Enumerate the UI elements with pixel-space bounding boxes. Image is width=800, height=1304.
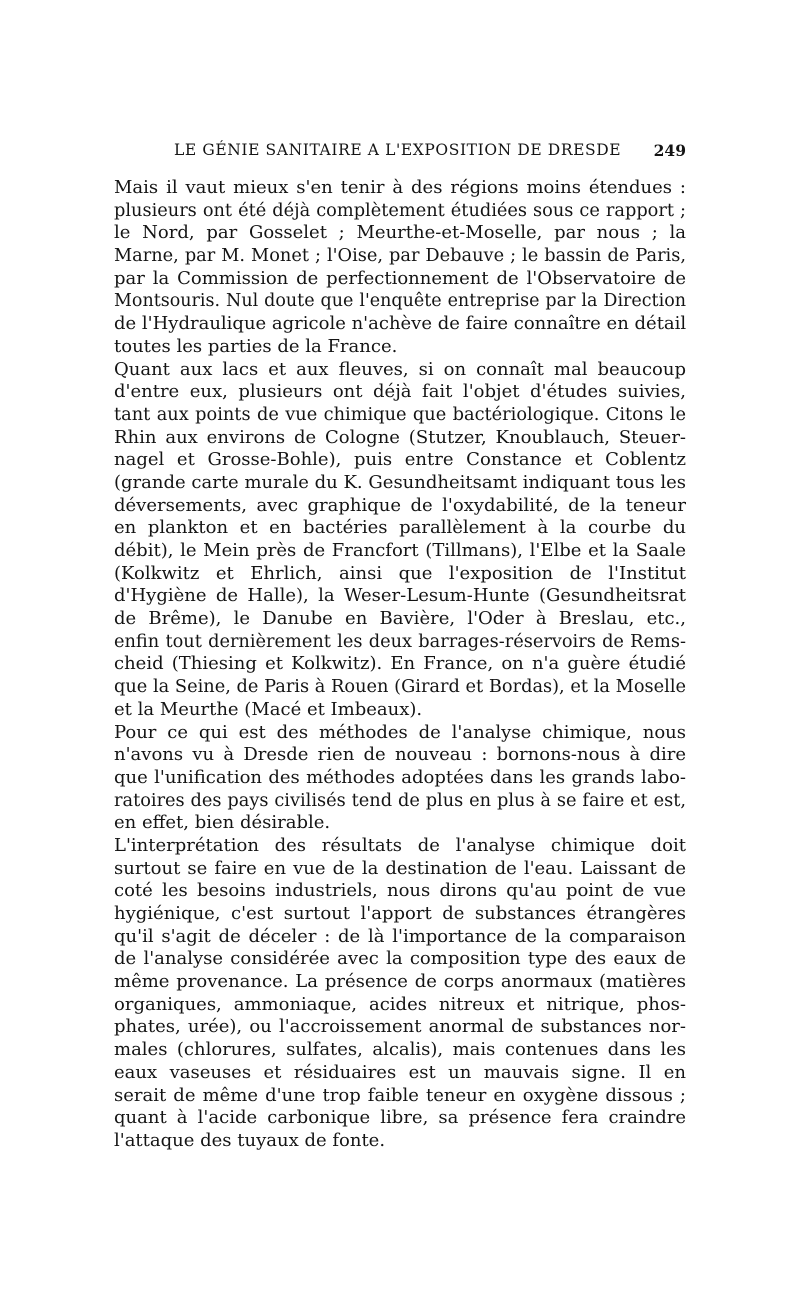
text-line: par la Commission de perfectionnement de l'Observatoire de (114, 267, 686, 289)
text-line: enfin tout dernièrement les deux barrages-réservoirs de Rems- (114, 631, 686, 652)
text-line: eaux vaseuses et résiduaires est un mauvais signe. Il en (114, 1061, 686, 1083)
text-line: tant aux points de vue chimique que bactériologique. Citons le (114, 404, 686, 425)
text-line: de l'analyse considérée avec la composition type des eaux de (114, 948, 686, 970)
text-line: déversements, avec graphique de l'oxydabilité, de la teneur (114, 494, 686, 516)
text-line: Montsouris. Nul doute que l'enquête entreprise par la Direction (114, 291, 686, 312)
text-line: et la Meurthe (Macé et Imbeaux). (114, 698, 423, 720)
text-line: en plankton et en bactéries parallèlement à la courbe du (114, 517, 686, 539)
text-line: d'entre eux, plusieurs ont déjà fait l'objet d'études suivies, (114, 381, 686, 403)
text-line: (Kolkwitz et Ehrlich, ainsi que l'exposition de l'Institut (114, 562, 686, 584)
text-line: débit), le Mein près de Francfort (Tillmans), l'Elbe et la Saale (114, 540, 686, 561)
text-line: n'avons vu à Dresde rien de nouveau : bornons-nous à dire (114, 744, 686, 766)
text-line: que la Seine, de Paris à Rouen (Girard et Bordas), et la Moselle (114, 677, 686, 698)
page-number: 249 (653, 141, 686, 160)
text-line: Rhin aux environs de Cologne (Stutzer, Knoublauch, Steuer- (114, 426, 686, 448)
text-line: toutes les parties de la France. (114, 335, 398, 357)
text-line: d'Hygiène de Halle), la Weser-Lesum-Hunte (Gesundheitsrat (114, 585, 686, 607)
text-line: coté les besoins industriels, nous dirons qu'au point de vue (114, 880, 686, 902)
text-line: males (chlorures, sulfates, alcalis), mais contenues dans les (114, 1039, 686, 1061)
text-line: de l'Hydraulique agricole n'achève de faire connaître en détail (114, 313, 687, 335)
text-line: cheid (Thiesing et Kolkwitz). En France, on n'a guère étudié (114, 653, 686, 675)
text-line: même provenance. La présence de corps anormaux (matières (114, 971, 686, 993)
body-text (114, 177, 686, 1153)
text-line: le Nord, par Gosselet ; Meurthe-et-Moselle, par nous ; la (114, 222, 686, 244)
text-line: Marne, par M. Monet ; l'Oise, par Debauve ; le bassin de Paris, (114, 246, 686, 267)
page-header (114, 141, 686, 171)
text-line: plusieurs ont été déjà complètement étudiées sous ce rapport ; (114, 200, 686, 221)
text-line: en effet, bien désirable. (114, 812, 331, 834)
text-line: Quant aux lacs et aux fleuves, si on connaît mal beaucoup (114, 358, 686, 380)
text-line: surtout se faire en vue de la destination de l'eau. Laissant de (114, 857, 686, 879)
text-line: Mais il vaut mieux s'en tenir à des régions moins étendues : (114, 177, 686, 198)
text-line: organiques, ammoniaque, acides nitreux et nitrique, phos- (114, 993, 686, 1015)
text-line: hygiénique, c'est surtout l'apport de substances étrangères (114, 903, 686, 924)
text-line: Pour ce qui est des méthodes de l'analyse chimique, nous (114, 721, 686, 743)
text-line: phates, urée), ou l'accroissement anormal de substances nor- (114, 1016, 686, 1038)
text-line: nagel et Grosse-Bohle), puis entre Constance et Coblentz (114, 449, 686, 471)
text-line: qu'il s'agit de déceler : de là l'importance de la comparaison (114, 925, 686, 947)
text-line: que l'unification des méthodes adoptées dans les grands labo- (114, 766, 686, 788)
text-line: L'interprétation des résultats de l'analyse chimique doit (114, 834, 686, 856)
text-line: de Brême), le Danube en Bavière, l'Oder à Breslau, etc., (114, 608, 686, 630)
text-line: quant à l'acide carbonique libre, sa présence fera craindre (114, 1107, 686, 1129)
text-line: (grande carte murale du K. Gesundheitsamt indiquant tous les (114, 471, 686, 493)
text-line: l'attaque des tuyaux de fonte. (114, 1129, 386, 1151)
text-line: ratoires des pays civilisés tend de plus en plus à se faire et est, (114, 790, 686, 811)
text-line: serait de même d'une trop faible teneur en oxygène dissous ; (114, 1084, 686, 1106)
running-title: LE GÉNIE SANITAIRE A L'EXPOSITION DE DRESDE (174, 141, 622, 159)
